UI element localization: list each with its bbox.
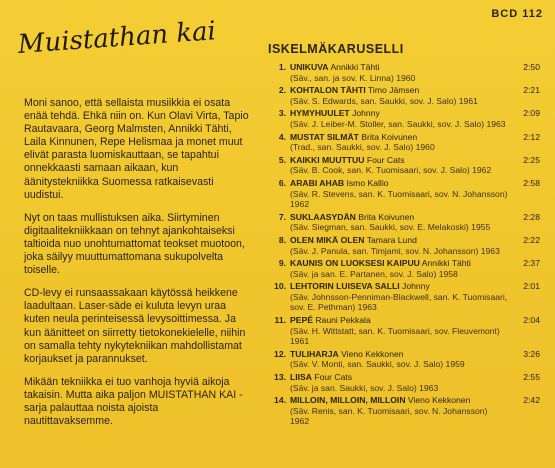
track-duration: 2:58 [523, 177, 540, 188]
track-number: 3. [278, 108, 286, 119]
track-row [262, 395, 548, 427]
track-number: 10. [274, 281, 286, 292]
track-title: KAIKKI MUUTTUU [290, 154, 365, 165]
track-row [262, 372, 548, 393]
track-number: 11. [274, 315, 286, 326]
track-credits: (Säv. Johnsson-Penniman-Blackwell, san. K. Tuomisaari, sov. E. Pethman) 1963 [290, 291, 508, 313]
track-row [262, 132, 548, 153]
track-number: 6. [278, 177, 286, 188]
track-credits: (Säv. S. Edwards, san. Saukki, sov. J. Salo) 1961 [290, 95, 478, 106]
track-line [290, 108, 548, 119]
track-line [290, 212, 548, 223]
track-number: 7. [278, 211, 286, 222]
track-artist: Four Cats [314, 372, 353, 383]
track-number: 9. [278, 258, 286, 269]
intro-paragraph: CD-levy ei runsaassakaan käytössä heikkene laadultaan. Laser-säde ei kuluta levyn uraa kuten neula perinteisessä levysoittimessa. Ja kun äänitteet on siirretty tietokonekielelle, niihin on samalla tehty nykytekniikan mahdollistamat korjaukset ja parannukset. [24, 287, 246, 365]
track-credits: (Säv., san. ja sov. K. Linna) 1960 [290, 72, 416, 83]
track-title: MILLOIN, MILLOIN, MILLOIN [290, 395, 406, 406]
track-credits: (Säv. ja san. Saukki, sov. J. Salo) 1963 [290, 382, 439, 393]
track-number: 14. [274, 395, 286, 406]
track-artist: Annikki Tähti [421, 258, 471, 269]
track-artist: Johnny [352, 108, 380, 119]
track-line [290, 395, 548, 406]
track-row [262, 315, 548, 347]
track-artist: Johnny [402, 281, 430, 292]
track-number: 2. [278, 85, 286, 96]
track-duration: 2:12 [523, 131, 540, 142]
track-line [290, 62, 548, 73]
intro-text [24, 97, 250, 438]
track-duration: 2:42 [523, 395, 540, 406]
series-script-title: Muistathan kai [16, 16, 217, 60]
track-title: LIISA [290, 372, 312, 383]
track-duration: 2:09 [523, 108, 540, 119]
track-line [290, 315, 548, 326]
track-line [290, 132, 548, 143]
track-line [290, 235, 548, 246]
tracks-container [262, 62, 548, 427]
track-row [262, 108, 548, 129]
track-credits: (Säv. R. Stevens, san. K. Tuomisaari, sov. N. Johansson) 1962 [290, 188, 508, 210]
track-title: PEPÉ [290, 315, 313, 326]
track-line [290, 155, 548, 166]
track-title: HYMYHUULET [290, 108, 350, 119]
track-row [262, 281, 548, 313]
catalog-number: BCD 112 [491, 8, 543, 20]
track-artist: Brita Koivunen [361, 131, 418, 142]
track-duration: 2:37 [523, 258, 540, 269]
track-duration: 2:22 [523, 234, 540, 245]
track-artist: Timo Jämsen [367, 85, 420, 96]
track-title: KAUNIS ON LUOKSESI KAIPUU [290, 258, 420, 269]
track-duration: 2:21 [523, 85, 540, 96]
track-line [290, 372, 548, 383]
track-list [262, 42, 548, 429]
track-duration: 2:04 [523, 315, 540, 326]
track-duration: 2:28 [523, 211, 540, 222]
track-duration: 3:26 [523, 348, 540, 359]
track-title: OLEN MIKÄ OLEN [290, 234, 365, 245]
track-duration: 2:55 [523, 372, 540, 383]
track-title: ARABI AHAB [290, 177, 345, 188]
track-row [262, 349, 548, 370]
track-credits: (Säv. J. Leiber-M. Stoller, san. Saukki, sov. J. Salo) 1963 [290, 118, 506, 129]
track-duration: 2:25 [523, 154, 540, 165]
album-heading: ISKELMÄKARUSELLI [268, 42, 404, 56]
track-row [262, 85, 548, 106]
track-title: MUSTAT SILMÄT [290, 131, 359, 142]
track-title: SUKLAASYDÄN [290, 211, 356, 222]
track-title: UNIKUVA [290, 62, 329, 72]
track-number: 12. [274, 348, 286, 359]
track-row [262, 212, 548, 233]
track-credits: (Säv. ja san. E. Partanen, sov. J. Salo) 1958 [290, 268, 458, 279]
track-credits: (Säv. J. Panula, san. Timjami, sov. N. Johansson) 1963 [290, 245, 500, 256]
track-line [290, 85, 548, 96]
track-duration: 2:50 [523, 62, 540, 72]
track-number: 5. [278, 154, 286, 165]
track-credits: (Säv. Renis, san. K. Tuomisaari, sov. N. Johansson) 1962 [290, 405, 488, 427]
track-row [262, 258, 548, 279]
track-number: 4. [278, 131, 286, 142]
track-artist: Brita Koivunen [358, 211, 415, 222]
track-number: 8. [278, 234, 286, 245]
track-title: LEHTORIN LUISEVA SALLI [290, 281, 400, 292]
track-artist: Tamara Lund [366, 234, 417, 245]
intro-paragraph: Mikään tekniikka ei tuo vanhoja hyviä aikoja takaisin. Mutta aika paljon MUISTATHAN KAI -sarja palauttaa noista ajoista nautittavaksemme. [24, 375, 243, 428]
track-credits: (Säv. V. Monti, san. Saukki, sov. J. Salo) 1959 [290, 359, 465, 370]
intro-paragraph: Moni sanoo, että sellaista musiikkia ei osata enää tehdä. Ehkä niin on. Kun Olavi Virta, Tapio Rautavaara, Georg Malmsten, Annikki Tähti, Laila Kinnunen, Repe Helismaa ja monet muut elivät parasta luomiskauttaan, se tapahtui onnekkaasti samaan aikaan, kun äänitystekniikka Suomessa ratkaisevasti uudistui. [24, 97, 249, 201]
track-line [290, 349, 548, 360]
track-credits: (Säv. Siegman, san. Saukki, sov. E. Melakoski) 1955 [290, 222, 491, 233]
track-artist: Rauni Pekkala [315, 315, 371, 326]
track-artist: Vieno Kekkonen [341, 348, 404, 359]
track-line [290, 258, 548, 269]
track-line [290, 281, 548, 292]
track-credits: (Trad., san. Saukki, sov. J. Salo) 1960 [290, 142, 435, 153]
track-credits: (Säv. B. Cook, san. K. Tuomisaari, sov. J. Salo) 1962 [290, 165, 492, 176]
track-artist: Vieno Kekkonen [407, 395, 471, 406]
track-artist: Four Cats [366, 154, 405, 165]
track-row [262, 155, 548, 176]
track-line [290, 178, 548, 189]
track-row [262, 62, 548, 83]
track-number: 13. [274, 372, 286, 383]
track-artist: Ismo Kallio [346, 177, 389, 188]
intro-paragraph: Nyt on taas mullistuksen aika. Siirtyminen digitaalitekniikkaan on tehnyt ajankohtaiseksi taltioida nuo unohtumattomat teokset muotoon, joka säilyy muuttumattomana sukupolvelta toiselle. [24, 211, 245, 277]
track-duration: 2:01 [523, 281, 540, 292]
track-row [262, 178, 548, 210]
track-credits: (Säv. H. Wittstatt, san. K. Tuomisaari, sov. Fleuvemont) 1961 [290, 325, 500, 347]
track-artist: Annikki Tähti [330, 62, 380, 72]
track-title: KOHTALON TÄHTI [290, 85, 366, 96]
track-title: TULIHARJA [290, 348, 339, 359]
track-number: 1. [278, 62, 286, 72]
track-row [262, 235, 548, 256]
